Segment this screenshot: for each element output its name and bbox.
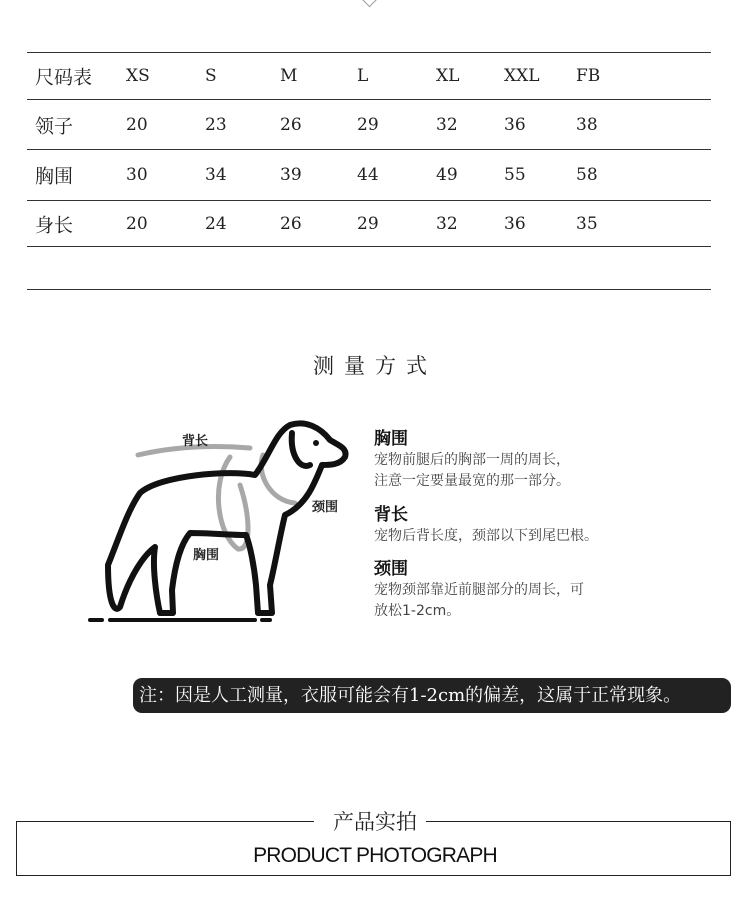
- measure-item-back: [374, 504, 598, 547]
- size-fb: FB: [576, 66, 601, 86]
- dog-eye: [313, 440, 319, 446]
- table-row: [27, 200, 711, 246]
- table-cell: 32: [436, 213, 458, 234]
- table-header-label: 尺码表: [35, 66, 93, 89]
- row-label-length: 身长: [35, 214, 74, 236]
- measure-item-title: 背长: [374, 505, 408, 525]
- measure-item-chest: [374, 428, 570, 492]
- table-cell: 34: [205, 165, 227, 185]
- table-cell: 30: [126, 165, 148, 185]
- row-label-collar: 领子: [35, 115, 74, 137]
- measure-title: 测量方式: [313, 354, 437, 378]
- table-cell: 20: [126, 213, 148, 234]
- table-cell: 29: [357, 114, 379, 135]
- measure-item-text: 宠物颈部靠近前腿部分的周长，可: [374, 582, 584, 598]
- table-row: [27, 99, 711, 149]
- table-cell: 38: [576, 114, 598, 135]
- chevron-down-icon: [362, 0, 378, 7]
- table-cell: 49: [436, 165, 458, 185]
- measure-item-text: 注意一定要量最宽的那一部分。: [374, 473, 570, 489]
- measure-item-text: 宠物后背长度，颈部以下到尾巴根。: [374, 528, 598, 544]
- size-table: [27, 52, 711, 290]
- table-cell: 29: [357, 213, 379, 234]
- table-cell: 26: [280, 114, 302, 135]
- table-cell: 44: [357, 165, 379, 185]
- label-neck: 颈围: [312, 500, 339, 515]
- product-subtitle: PRODUCT PHOTOGRAPH: [253, 844, 497, 867]
- table-cell: 36: [504, 114, 526, 135]
- table-cell: 23: [205, 114, 227, 135]
- size-l: L: [357, 66, 369, 86]
- row-label-chest: 胸围: [35, 165, 74, 188]
- table-cell: 26: [280, 213, 302, 234]
- product-title: 产品实拍: [333, 810, 417, 834]
- size-s: S: [205, 66, 217, 86]
- table-cell: 35: [576, 213, 598, 234]
- measure-item-text: 放松1-2cm。: [374, 603, 461, 619]
- measure-item-title: 胸围: [374, 429, 408, 449]
- table-cell: 24: [205, 213, 227, 234]
- measure-item-text: 宠物前腿后的胸部一周的周长，: [374, 452, 570, 468]
- table-cell: 20: [126, 114, 148, 135]
- table-cell: 36: [504, 213, 526, 234]
- dog-measurement-illustration: [80, 415, 370, 630]
- measure-item-title: 颈围: [374, 559, 408, 579]
- size-xs: XS: [126, 66, 150, 86]
- size-m: M: [280, 66, 298, 86]
- table-header-row: [27, 52, 711, 99]
- table-cell: 55: [504, 165, 526, 185]
- table-cell: 58: [576, 165, 598, 185]
- measure-item-neck: [374, 558, 584, 622]
- label-chest: 胸围: [193, 548, 220, 563]
- table-cell: 39: [280, 165, 302, 185]
- table-cell: 32: [436, 114, 458, 135]
- table-row-empty: [27, 246, 711, 290]
- table-row: [27, 149, 711, 200]
- label-back-length: 背长: [182, 434, 209, 449]
- note-banner: 注：因是人工测量，衣服可能会有1-2cm的偏差，这属于正常现象。: [133, 678, 731, 713]
- size-xl: XL: [436, 66, 460, 86]
- size-xxl: XXL: [504, 66, 540, 86]
